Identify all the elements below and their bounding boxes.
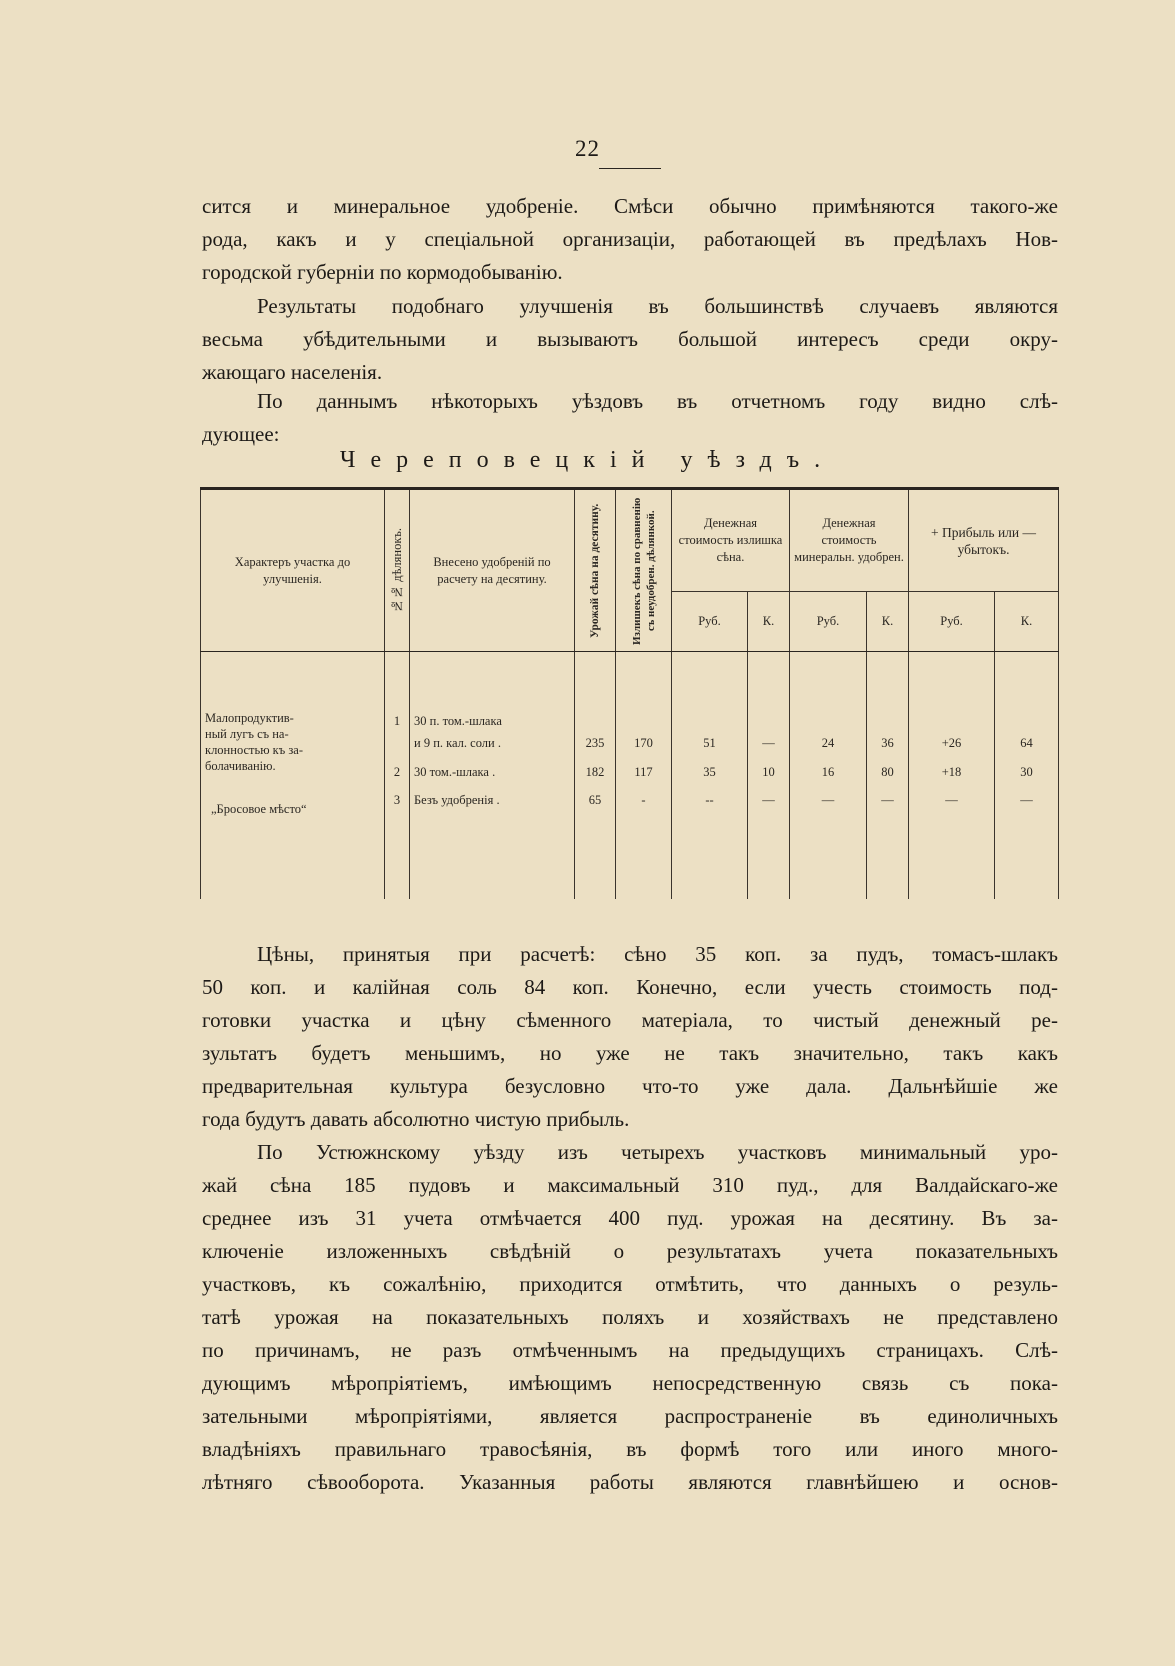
text-line: Цѣны, принятыя при расчетѣ: сѣно 35 коп. за пудъ, томасъ-шлакъ xyxy=(257,942,1058,966)
group-label-1: Малопродуктив- ный лугъ съ на- клонностью къ за- болачиванію. xyxy=(205,711,303,773)
group-label-2: „Бросовое мѣсто“ xyxy=(211,802,307,816)
table-cell-hay-rub xyxy=(672,652,748,900)
header-kop: К. xyxy=(995,592,1059,652)
row-number: 1 xyxy=(393,714,401,728)
header-surplus: Излишекъ сѣна по сравненію съ неудобрен. дѣлянкой. xyxy=(616,489,672,652)
text-line: сится и минеральное удобреніе. Смѣси обычно примѣняются такого-же xyxy=(202,194,1058,218)
table-cell-character xyxy=(201,652,385,900)
hay-kop-value: — xyxy=(762,736,775,750)
page-number: 22 xyxy=(575,136,600,161)
fert-rub-value: 24 xyxy=(821,736,835,750)
text-line: ключеніе изложенныхъ свѣдѣній о результатахъ учета показательныхъ xyxy=(202,1239,1058,1263)
surplus-value: - xyxy=(641,793,646,807)
text-line: Результаты подобнаго улучшенія въ большинствѣ случаевъ являются xyxy=(257,294,1058,318)
table-cell-yield xyxy=(575,652,616,900)
profit-kop-value: — xyxy=(1020,793,1033,807)
header-kop: К. xyxy=(867,592,909,652)
row-number: 2 xyxy=(393,765,401,779)
header-fertilizer: Внесено удобреній по расчету на десятину. xyxy=(410,489,575,652)
text-line: татѣ урожая на показательныхъ поляхъ и хозяйствахъ не представлено xyxy=(202,1305,1058,1329)
row-number: 3 xyxy=(393,793,401,807)
text-line: зательными мѣропріятіями, является распространеніе въ единоличныхъ xyxy=(202,1404,1058,1428)
hay-rub-value: 35 xyxy=(703,765,716,779)
yield-value: 65 xyxy=(588,793,602,807)
text-line: По даннымъ нѣкоторыхъ уѣздовъ въ отчетномъ году видно слѣ- xyxy=(257,389,1058,413)
table-cell-profit-kop xyxy=(995,652,1059,900)
header-rub: Руб. xyxy=(790,592,867,652)
paragraph-3 xyxy=(202,385,1058,451)
table-cell-surplus xyxy=(616,652,672,900)
text-line: по причинамъ, не разъ отмѣченнымъ на предыдущихъ страницахъ. Слѣ- xyxy=(202,1338,1058,1362)
text-line: предварительная культура безусловно что-то уже дала. Дальнѣйшіе же xyxy=(202,1074,1058,1098)
header-rub: Руб. xyxy=(909,592,995,652)
yield-value: 235 xyxy=(585,736,605,750)
fert-rub-value: — xyxy=(821,793,835,807)
text-line: года будутъ давать абсолютно чистую прибыль. xyxy=(202,1107,630,1131)
hay-kop-value: — xyxy=(762,793,775,807)
text-line: дующее: xyxy=(202,422,280,446)
fertilizer-line: 30 том.-шлака . xyxy=(414,765,496,779)
text-line: среднее изъ 31 учета отмѣчается 400 пуд. урожая на десятину. Въ за- xyxy=(202,1206,1058,1230)
profit-rub-value: +26 xyxy=(941,736,962,750)
fert-kop-value: — xyxy=(881,793,894,807)
text-line: дующимъ мѣропріятіемъ, имѣющимъ непосредственную связь съ пока- xyxy=(202,1371,1058,1395)
table-cell-fertilizer xyxy=(410,652,575,900)
paragraph-5 xyxy=(202,1136,1058,1499)
paragraph-1 xyxy=(202,190,1058,289)
text-line: жающаго населенія. xyxy=(202,360,383,384)
text-line: жай сѣна 185 пудовъ и максимальный 310 пуд., для Валдайскаго-же xyxy=(202,1173,1058,1197)
results-table xyxy=(200,487,1059,899)
hay-kop-value: 10 xyxy=(762,765,775,779)
surplus-value: 170 xyxy=(634,736,653,750)
header-rub: Руб. xyxy=(672,592,748,652)
text-line: По Устюжнскому уѣзду изъ четырехъ участковъ минимальный уро- xyxy=(257,1140,1058,1164)
table-cell-profit-rub xyxy=(909,652,995,900)
fertilizer-line: Безъ удобренія . xyxy=(414,793,500,807)
paragraph-2 xyxy=(202,290,1058,389)
table-cell-hay-kop xyxy=(748,652,790,900)
table-cell-fert-rub xyxy=(790,652,867,900)
yield-value: 182 xyxy=(585,765,605,779)
paragraph-4 xyxy=(202,938,1058,1136)
text-line: владѣніяхъ правильнаго травосѣянія, въ формѣ того или иного много- xyxy=(202,1437,1058,1461)
header-hay-value: Денежная стоимость излишка сѣна. xyxy=(672,489,790,592)
table-cell-fert-kop xyxy=(867,652,909,900)
profit-kop-value: 30 xyxy=(1020,765,1033,779)
profit-rub-value: +18 xyxy=(941,765,962,779)
table-cell-num xyxy=(385,652,410,900)
header-plot-number: №№ дѣлянокъ. xyxy=(385,489,410,652)
text-line: весьма убѣдительными и вызываютъ большой интересъ среди окру- xyxy=(202,327,1058,351)
text-line: зультатъ будетъ меньшимъ, но уже не такъ значительно, такъ какъ xyxy=(202,1041,1058,1065)
header-character: Характеръ участка до улучшенія. xyxy=(201,489,385,652)
fertilizer-line: 30 п. том.-шлака xyxy=(414,714,502,728)
hay-rub-value: -- xyxy=(705,793,714,807)
fertilizer-line: и 9 п. кал. соли . xyxy=(414,736,501,750)
text-line: городской губерніи по кормодобыванію. xyxy=(202,260,563,284)
text-line: рода, какъ и у спеціальной организаціи, работающей въ предѣлахъ Нов- xyxy=(202,227,1058,251)
text-line: готовки участка и цѣну сѣменного матеріала, то чистый денежный ре- xyxy=(202,1008,1058,1032)
text-line: лѣтняго сѣвооборота. Указанныя работы являются главнѣйшею и основ- xyxy=(202,1470,1058,1494)
fert-kop-value: 80 xyxy=(881,765,894,779)
fert-kop-value: 36 xyxy=(881,736,894,750)
header-kop: К. xyxy=(748,592,790,652)
table-body-row xyxy=(201,652,1059,900)
profit-rub-value: — xyxy=(945,793,958,807)
page-number-underline xyxy=(599,168,661,169)
text-line: участковъ, къ сожалѣнію, приходится отмѣтить, что данныхъ о резуль- xyxy=(202,1272,1058,1296)
hay-rub-value: 51 xyxy=(703,736,716,750)
surplus-value: 117 xyxy=(634,765,653,779)
section-title: Череповецкій уѣздъ. xyxy=(339,447,836,473)
fert-rub-value: 16 xyxy=(821,765,835,779)
header-yield: Урожай сѣна на десятину. xyxy=(575,489,616,652)
text-line: 50 коп. и калійная соль 84 коп. Конечно, если учесть стоимость под- xyxy=(202,975,1058,999)
profit-kop-value: 64 xyxy=(1020,736,1033,750)
header-fertilizer-value: Денежная стоимость минеральн. удобрен. xyxy=(790,489,909,592)
header-profit-loss: + Прибыль или — убытокъ. xyxy=(909,489,1059,592)
